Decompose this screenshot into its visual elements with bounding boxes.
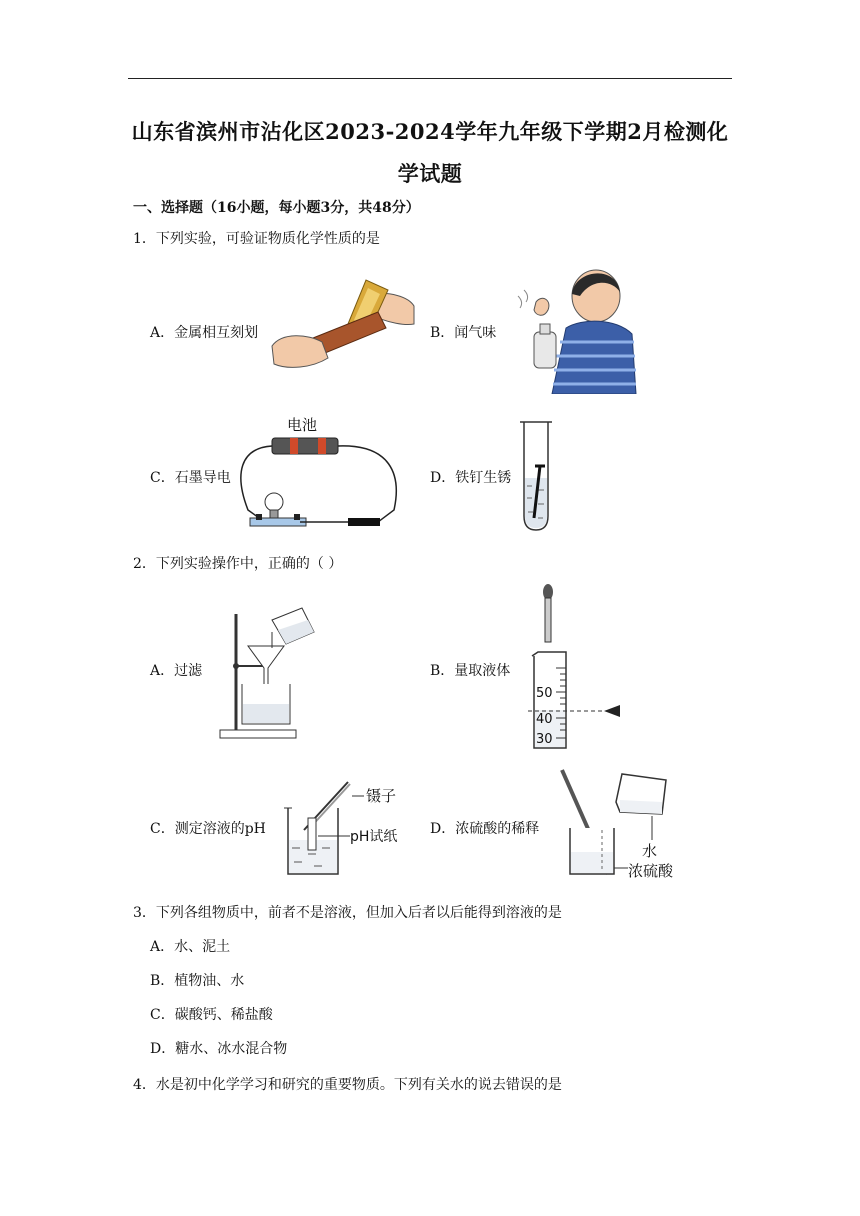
q1-option-a: A．金属相互刻划: [150, 325, 259, 341]
question-2-stem: 2．下列实验操作中，正确的（ ）: [133, 556, 343, 572]
q3-option-a: A．水、泥土: [150, 939, 231, 955]
q1-option-d: D．铁钉生锈: [430, 470, 512, 486]
tweezer-label: 镊子: [366, 787, 397, 805]
document-title-line1: 山东省滨州市沾化区2023-2024学年九年级下学期2月检测化: [131, 119, 729, 144]
cylinder-tick-40: 40: [536, 712, 553, 727]
q1-option-c: C．石墨导电: [150, 470, 231, 486]
q3-option-b: B．植物油、水: [150, 973, 245, 989]
q2-option-d: D．浓硫酸的稀释: [430, 821, 540, 837]
metal-scratch-figure: [268, 272, 418, 372]
document-title-line2: 学试题: [397, 161, 463, 186]
graduated-cylinder-figure: [528, 584, 624, 750]
q1-option-b: B．闻气味: [430, 325, 497, 341]
q3-option-c: C．碳酸钙、稀盐酸: [150, 1007, 273, 1023]
nail-rust-figure: [518, 418, 554, 534]
question-4-stem: 4．水是初中化学学习和研究的重要物质。下列有关水的说去错误的是: [133, 1077, 562, 1093]
section-heading: 一、选择题（16小题，每小题3分，共48分）: [133, 200, 420, 216]
filtration-figure: [214, 604, 318, 740]
ph-paper-label: pH试纸: [350, 829, 398, 845]
header-rule: [128, 78, 732, 79]
acid-label: 浓硫酸: [628, 862, 674, 880]
water-label: 水: [642, 842, 658, 860]
q2-option-a: A．过滤: [150, 663, 203, 679]
q3-option-d: D．糖水、冰水混合物: [150, 1041, 288, 1057]
cylinder-tick-30: 30: [536, 732, 553, 747]
graphite-circuit-figure: [230, 414, 406, 536]
dilution-figure: [558, 764, 682, 884]
question-1-stem: 1．下列实验，可验证物质化学性质的是: [133, 231, 380, 247]
question-3-stem: 3．下列各组物质中，前者不是溶液，但加入后者以后能得到溶液的是: [133, 905, 562, 921]
q2-option-b: B．量取液体: [430, 663, 511, 679]
cylinder-tick-50: 50: [536, 686, 553, 701]
q2-option-c: C．测定溶液的pH: [150, 821, 266, 837]
battery-label: 电池: [287, 416, 318, 434]
ph-test-figure: [282, 778, 406, 878]
smell-gas-figure: [512, 266, 638, 394]
